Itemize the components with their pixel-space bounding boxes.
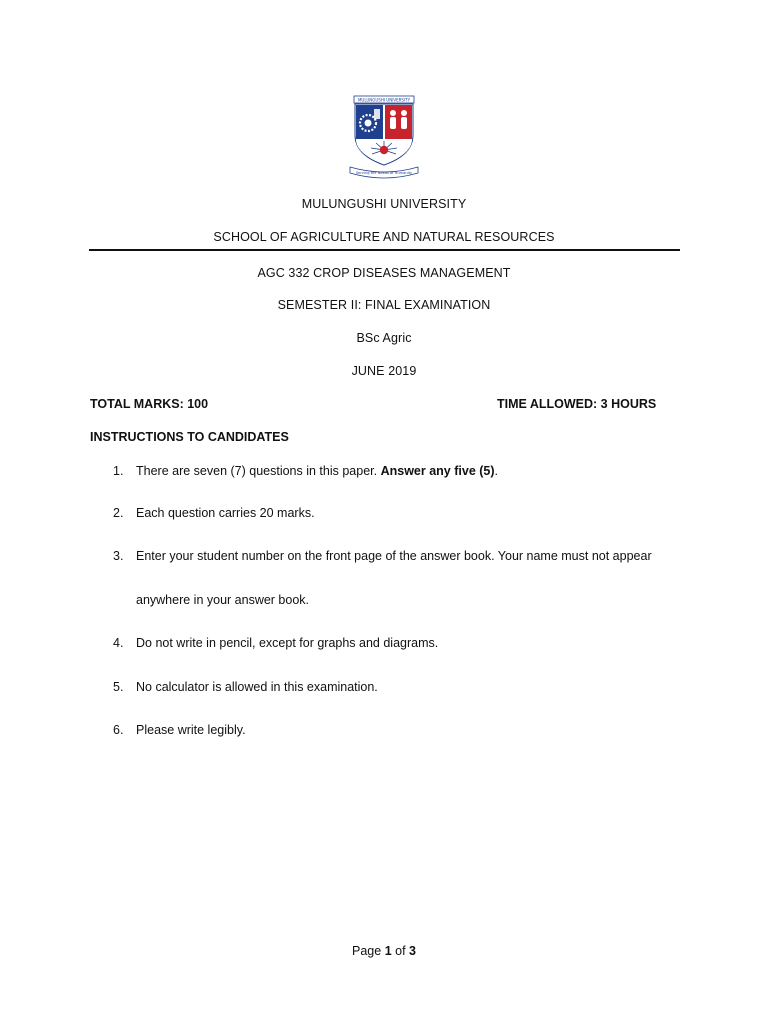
instruction-text: There are seven (7) questions in this paper. — [136, 464, 378, 478]
instruction-text: No calculator is allowed in this examination. — [136, 680, 378, 694]
instruction-emphasis: Answer any five (5) — [380, 464, 495, 478]
page-number — [0, 944, 768, 958]
instruction-text: Please write legibly. — [136, 723, 246, 737]
total-marks: TOTAL MARKS: 100 — [90, 397, 209, 411]
instruction-tail: . — [494, 464, 499, 478]
exam-date: JUNE 2019 — [351, 364, 417, 378]
university-name: MULUNGUSHI UNIVERSITY — [301, 197, 467, 211]
programme-name: BSc Agric — [356, 331, 412, 345]
course-title: AGC 332 CROP DISEASES MANAGEMENT — [257, 266, 511, 280]
semester-title: SEMESTER II: FINAL EXAMINATION — [277, 298, 491, 312]
instruction-text: Do not write in pencil, except for graphs and diagrams. — [136, 636, 439, 650]
header-divider — [89, 249, 680, 251]
svg-text:MULUNGUSHI UNIVERSITY: MULUNGUSHI UNIVERSITY — [357, 97, 411, 103]
page-prefix: Page — [352, 944, 385, 958]
instruction-number: 6. — [113, 723, 124, 737]
page-current: 1 — [384, 944, 392, 958]
instruction-number: 3. — [113, 549, 124, 563]
page-of: of — [391, 944, 410, 958]
instruction-number: 2. — [113, 506, 124, 520]
instruction-number: 4. — [113, 636, 124, 650]
page-total: 3 — [409, 944, 416, 958]
instruction-continuation: anywhere in your answer book. — [136, 593, 310, 607]
instructions-heading: INSTRUCTIONS TO CANDIDATES — [90, 430, 289, 444]
instruction-number: 1. — [113, 464, 124, 478]
time-allowed: TIME ALLOWED: 3 HOURS — [497, 397, 657, 411]
svg-text:Serving the Needs of Humanity: Serving the Needs of Humanity — [355, 171, 413, 175]
instruction-item — [136, 464, 498, 478]
instruction-text: Each question carries 20 marks. — [136, 506, 315, 520]
instruction-text: Enter your student number on the front page of the answer book. Your name must not appear — [136, 549, 652, 563]
university-crest-logo — [346, 95, 422, 181]
instruction-number: 5. — [113, 680, 124, 694]
school-name: SCHOOL OF AGRICULTURE AND NATURAL RESOURCES — [213, 230, 555, 244]
